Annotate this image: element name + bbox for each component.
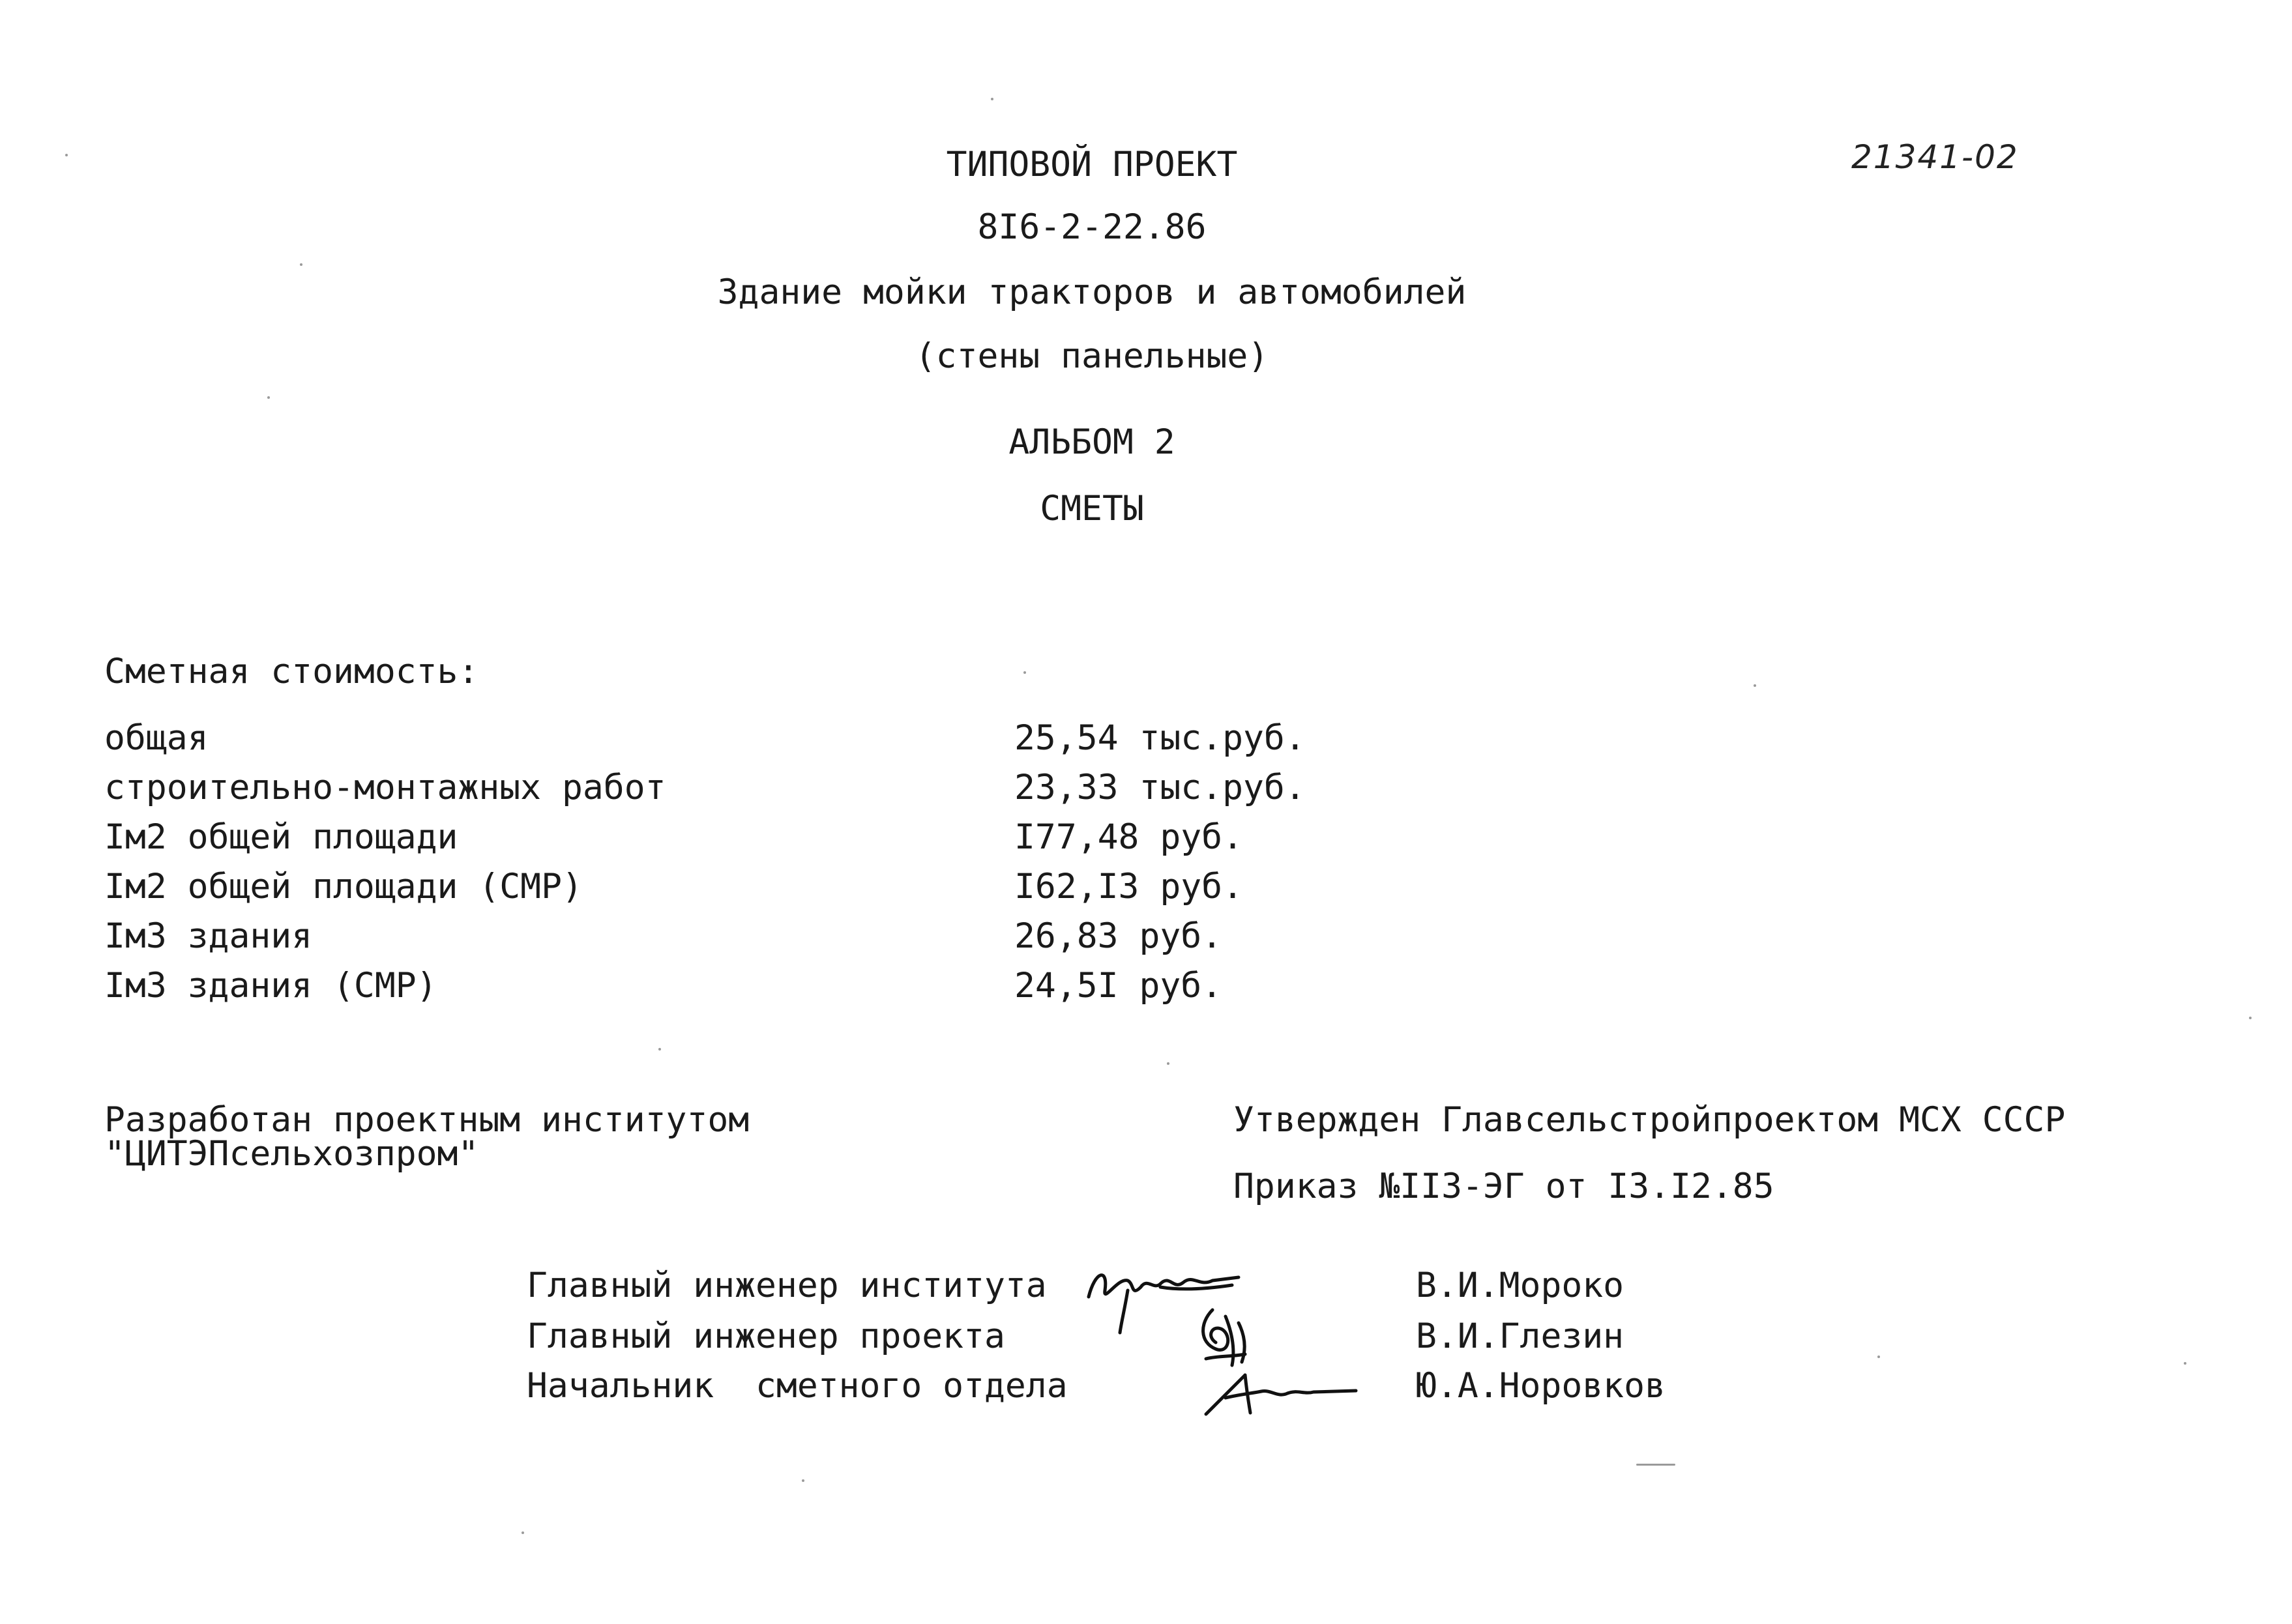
project-code: 8I6-2-22.86: [977, 207, 1207, 247]
estimate-value: 26,83 руб.: [1014, 916, 1223, 956]
album-title: СМЕТЫ: [1040, 489, 1144, 529]
signatory-name: В.И.Глезин: [1416, 1316, 1624, 1356]
scan-speck: [658, 1048, 661, 1051]
estimate-value: 24,5I руб.: [1014, 966, 1223, 1006]
project-name: Здание мойки тракторов и автомобилей: [717, 272, 1467, 312]
signature-estimate-department-head: [1199, 1362, 1369, 1421]
estimate-label: строительно-монтажных работ: [104, 768, 666, 807]
estimate-label: Iм3 здания (СМР): [104, 966, 437, 1006]
signatory-position: Главный инженер проекта: [527, 1316, 1005, 1356]
scan-speck: [1877, 1356, 1880, 1358]
estimate-value: 25,54 тыс.руб.: [1014, 718, 1306, 758]
scan-speck: [802, 1479, 804, 1482]
album-label: АЛЬБОМ 2: [1008, 422, 1175, 462]
registration-number: 21341-02: [1851, 138, 2019, 176]
signatory-position: Главный инженер института: [527, 1266, 1047, 1305]
signatory-position: Начальник сметного отдела: [527, 1366, 1068, 1406]
developer-line: Разработан проектным институтом: [104, 1100, 750, 1140]
signatory-name: В.И.Мороко: [1416, 1266, 1624, 1305]
project-subtitle: (стены панельные): [915, 336, 1269, 376]
estimate-label: Iм2 общей площади (СМР): [104, 867, 583, 906]
estimate-label: Iм2 общей площади: [104, 817, 458, 857]
doc-type-title: ТИПОВОЙ ПРОЕКТ: [946, 145, 1238, 184]
signatory-name: Ю.А.Норовков: [1416, 1366, 1666, 1406]
scan-speck: [300, 263, 302, 266]
estimate-label: общая: [104, 718, 209, 758]
estimate-value: I62,I3 руб.: [1014, 867, 1243, 906]
estimate-label: Iм3 здания: [104, 916, 313, 956]
developer-institute: "ЦИТЭПсельхозпром": [104, 1134, 479, 1174]
scan-speck: [65, 154, 68, 156]
estimate-value: I77,48 руб.: [1014, 817, 1243, 857]
scan-speck: [1636, 1464, 1675, 1466]
scan-speck: [522, 1531, 524, 1534]
scan-speck: [991, 98, 993, 100]
scan-speck: [1167, 1062, 1169, 1065]
scan-speck: [2249, 1017, 2252, 1019]
scan-speck: [267, 396, 270, 399]
estimate-heading: Сметная стоимость:: [104, 652, 479, 691]
approval-order: Приказ №II3-ЭГ от I3.I2.85: [1233, 1167, 1774, 1206]
approval-line: Утвержден Главсельстройпроектом МСХ СССР: [1233, 1100, 2066, 1140]
scan-speck: [1754, 684, 1756, 687]
scan-speck: [2184, 1362, 2186, 1365]
scan-speck: [1023, 671, 1026, 674]
estimate-value: 23,33 тыс.руб.: [1014, 768, 1306, 807]
